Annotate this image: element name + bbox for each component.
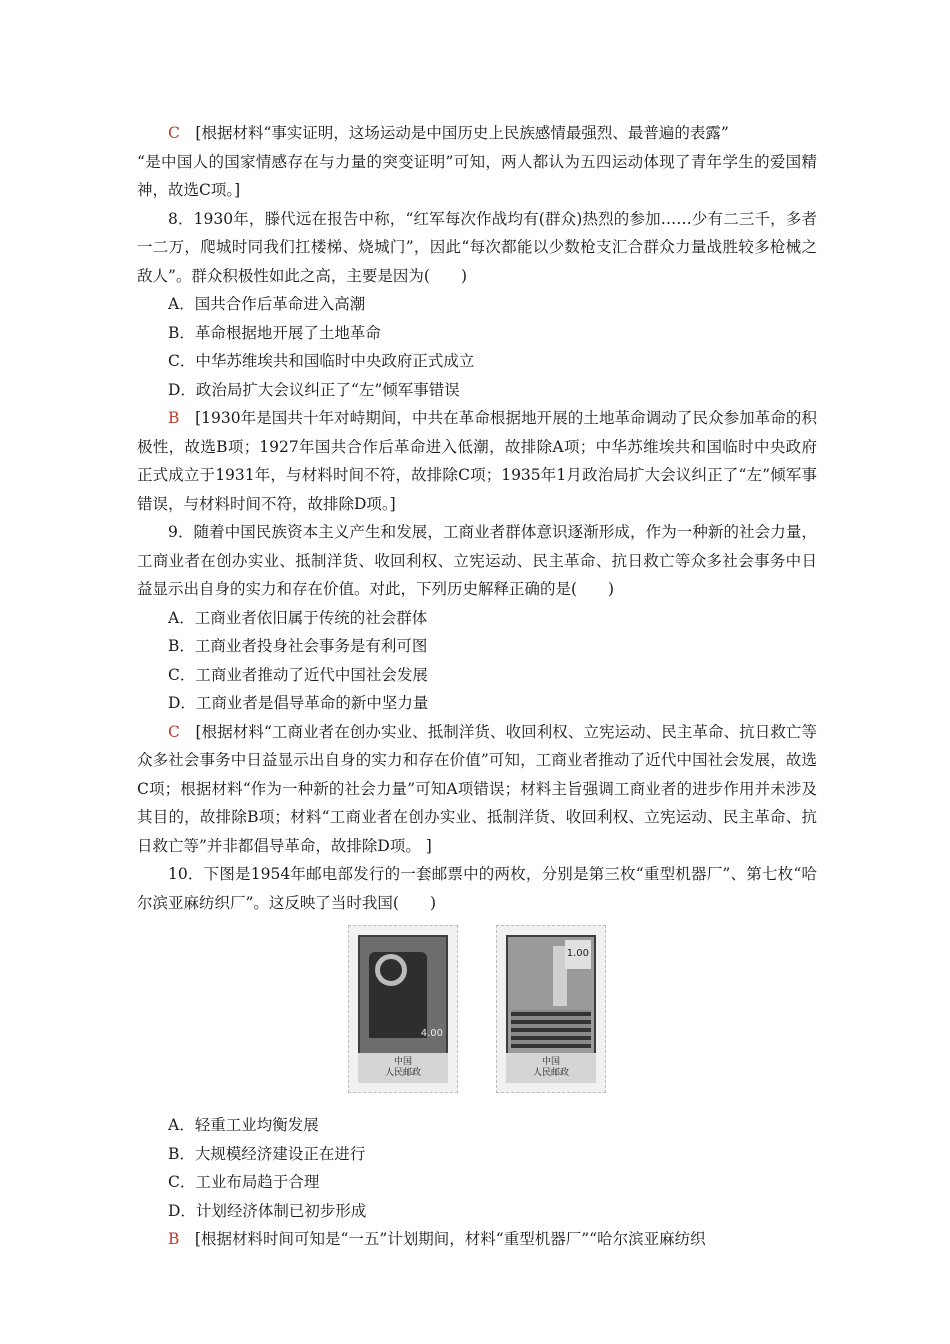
q9-option-d: D．工商业者是倡导革命的新中坚力量 [168,694,429,712]
stamp-heavy-machinery-image [348,925,458,1093]
stamp-1-denomination: 4.00 [420,1027,443,1039]
q7-answer-line-1: C [根据材料“事实证明，这场运动是中国历史上民族感情最强烈、最普遍的表露” [168,124,729,142]
q10-option-a: A．轻重工业均衡发展 [168,1116,319,1134]
q9-option-c: C．工商业者推动了近代中国社会发展 [168,665,428,684]
stamp-2-denomination: 1.00 [565,940,591,969]
q10-answer: B [根据材料时间可知是“一五”计划期间，材料“重型机器厂”“哈尔滨亚麻纺织 [168,1230,706,1248]
q9-answer: C [根据材料“工商业者在创办实业、抵制洋货、收回利权、立宪运动、民主革命、抗日救亡等众多社会事务中日益显示出自身的实力和存在价值”可知，工商业者推动了近代中国社会发展，故选C项；根据材料“作为一种新的社会力量”可知A项错误；材料主旨强调工商业者的进步作用并未涉及其目的，故排除B项；材料“工商业者在创办实业、抵制洋货、收回利权、立宪运动、民主革命、抗日救亡等”并非都倡导革命，故排除D项。 ] [137,722,817,855]
q8-option-d: D．政治局扩大会议纠正了“左”倾军事错误 [168,380,460,399]
q7-answer-letter: C [168,124,180,142]
q8-option-c: C．中华苏维埃共和国临时中央政府正式成立 [168,352,475,370]
stamp-2-country: 中国 人民邮政 [532,1057,569,1078]
q10-option-c: C．工业布局趋于合理 [168,1173,320,1191]
q10-answer-letter: B [168,1230,180,1248]
q8-option-b: B．革命根据地开展了土地革命 [168,323,381,342]
stamp-linen-mill-image [496,925,606,1093]
stamp-1-country: 中国 人民邮政 [384,1057,421,1078]
document-body [137,119,817,1254]
q9-stem: 9．随着中国民族资本主义产生和发展，工商业者群体意识逐渐形成，作为一种新的社会力量，工商业者在创办实业、抵制洋货、收回利权、立宪运动、民主革命、抗日救亡等众多社会事务中日益显示出自身的实力和存在价值。对此，下列历史解释正确的是( ) [137,523,817,598]
q9-answer-letter: C [168,722,180,741]
q9-option-b: B．工商业者投身社会事务是有利可图 [168,637,428,655]
factory-roofs-illustration [511,1010,591,1048]
q10-option-d: D．计划经济体制已初步形成 [168,1201,367,1220]
q10-option-b: B．大规模经济建设正在进行 [168,1144,366,1163]
flywheel-shape [375,954,407,986]
stamps-figure [137,925,817,1097]
q7-answer-line-2: “是中国人的国家情感存在与力量的突变证明”可知，两人都认为五四运动体现了青年学生的爱国精神，故选C项。] [137,152,817,199]
q8-answer-letter: B [168,409,180,427]
q8-answer: B [1930年是国共十年对峙期间，中共在革命根据地开展的土地革命调动了民众参加革命的积极性，故选B项；1927年国共合作后革命进入低潮，故排除A项；中华苏维埃共和国临时中央政府正式成立于1931年，与材料时间不符，故排除C项；1935年1月政治局扩大会议纠正了“左”倾军事错误，与材料时间不符，故排除D项。] [137,409,817,513]
q10-stem: 10．下图是1954年邮电部发行的一套邮票中的两枚，分别是第三枚“重型机器厂”、第七枚“哈尔滨亚麻纺织厂”。这反映了当时我国( ) [137,865,817,912]
q8-option-a: A．国共合作后革命进入高潮 [168,295,366,313]
q8-stem: 8．1930年，滕代远在报告中称，“红军每次作战均有(群众)热烈的参加……少有二三千，多者一二万，爬城时同我们扛楼梯、烧城门”，因此“每次都能以少数枪支汇合群众力量战胜较多枪械之敌人”。群众积极性如此之高，主要是因为( ) [137,209,817,285]
q9-option-a: A．工商业者依旧属于传统的社会群体 [168,608,428,627]
